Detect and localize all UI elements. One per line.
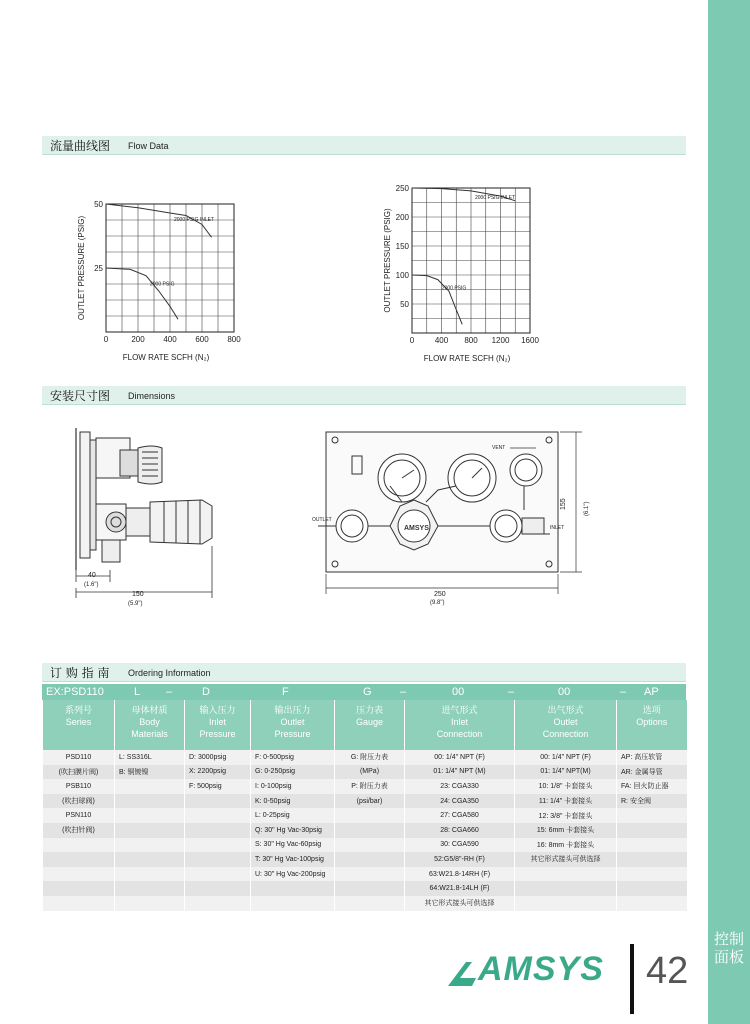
table-cell: 01: 1/4" NPT(M): [515, 765, 617, 780]
table-cell: [617, 852, 687, 867]
x-tick-label: 1600: [521, 336, 539, 345]
column-header: [617, 700, 687, 750]
ex-code-part: F: [282, 686, 289, 698]
table-cell: 30: CGA590: [405, 838, 515, 853]
table-cell: [115, 838, 185, 853]
vent-label: VENT: [492, 445, 506, 451]
series-label: 2000 PSIG INLET: [475, 194, 516, 201]
table-row: [43, 779, 687, 794]
table-cell: 28: CGA660: [405, 823, 515, 838]
x-tick-label: 200: [131, 335, 145, 344]
amsys-logo-mark: [446, 958, 480, 990]
x-tick-label: 400: [163, 335, 177, 344]
ordering-title-en: Ordering Information: [128, 668, 211, 678]
table-cell: G: 附压力表: [335, 750, 405, 765]
table-cell: 10: 1/8" 卡套接头: [515, 779, 617, 794]
y-tick-label: 100: [395, 271, 409, 280]
table-cell: [617, 881, 687, 896]
x-tick-label: 0: [409, 336, 415, 345]
table-cell: PSN110: [43, 808, 115, 823]
ordering-title-cn: 订 购 指 南: [50, 666, 110, 680]
ex-code-part: D: [202, 686, 210, 698]
table-cell: F: 500psig: [185, 779, 251, 794]
table-cell: [335, 852, 405, 867]
dim-155-label: 155: [560, 498, 567, 510]
table-cell: [185, 852, 251, 867]
ex-code-part: AP: [644, 686, 659, 698]
column-header-line: Outlet: [280, 717, 305, 727]
x-axis-label: FLOW RATE SCFH (N₂): [122, 353, 210, 362]
column-header-line: 输入压力: [199, 705, 236, 715]
table-cell: [515, 881, 617, 896]
table-row: [43, 794, 687, 809]
table-cell: (MPa): [335, 765, 405, 780]
table-cell: 16: 8mm 卡套接头: [515, 838, 617, 853]
column-header-line: Connection: [542, 729, 589, 739]
footer-divider: [630, 944, 634, 1014]
brand-logo-text: AMSYS: [478, 950, 604, 988]
front-view-drawing: [310, 426, 595, 608]
table-cell: [115, 779, 185, 794]
regulator-knob-brand: AMSYS: [404, 525, 429, 532]
table-row: [43, 765, 687, 780]
table-row: [43, 750, 687, 765]
table-cell: [617, 867, 687, 882]
column-header-line: Materials: [131, 729, 168, 739]
ex-code-part: L: [134, 686, 141, 698]
table-cell: [115, 794, 185, 809]
table-cell: F: 0-500psig: [251, 750, 335, 765]
column-header: [405, 700, 515, 750]
table-cell: [185, 867, 251, 882]
dim-150-inch-label: (5.9"): [128, 601, 143, 607]
ordering-table: [42, 684, 686, 911]
table-cell: [335, 838, 405, 853]
column-header-line: Options: [636, 717, 668, 727]
column-header-line: [617, 728, 687, 740]
y-tick-label: 200: [395, 213, 409, 222]
dim-250-label: 250: [434, 591, 446, 598]
column-header: [335, 700, 405, 750]
table-cell: [115, 808, 185, 823]
dim-150-label: 150: [132, 591, 144, 598]
table-row: [43, 823, 687, 838]
series-label: 2000 PSIG INLET: [174, 216, 215, 223]
table-cell: [185, 896, 251, 911]
dimensions-section-header: [42, 386, 686, 405]
table-cell: [43, 881, 115, 896]
table-cell: (吹扫膜片阀): [43, 765, 115, 780]
table-cell: 24: CGA350: [405, 794, 515, 809]
table-row: [43, 808, 687, 823]
x-tick-label: 400: [434, 336, 449, 345]
table-cell: U: 30" Hg Vac-200psig: [251, 867, 335, 882]
table-cell: [185, 881, 251, 896]
table-cell: FA: 回火防止器: [617, 779, 687, 794]
table-cell: [43, 896, 115, 911]
column-header-line: [43, 728, 114, 740]
column-header: [515, 700, 617, 750]
column-header-line: 选项: [642, 705, 661, 715]
table-cell: [515, 896, 617, 911]
flow-chart-low-pressure: [70, 190, 260, 370]
table-cell: B: 铜镀镍: [115, 765, 185, 780]
table-cell: L: SS316L: [115, 750, 185, 765]
table-cell: [185, 794, 251, 809]
series-label: 2000 PSIG: [150, 281, 175, 288]
table-cell: [115, 896, 185, 911]
column-header-line: Outlet: [553, 717, 578, 727]
table-cell: AP: 高压软管: [617, 750, 687, 765]
ex-code-part: –: [166, 686, 173, 698]
table-cell: S: 30" Hg Vac-60psig: [251, 838, 335, 853]
x-axis-label: FLOW RATE SCFH (N₂): [423, 354, 511, 363]
table-cell: R: 安全阀: [617, 794, 687, 809]
table-cell: 00: 1/4" NPT (F): [405, 750, 515, 765]
table-row: [43, 896, 687, 911]
x-tick-label: 600: [195, 335, 209, 344]
table-cell: [43, 838, 115, 853]
table-cell: D: 3000psig: [185, 750, 251, 765]
table-cell: 63:W21.8-14RH (F): [405, 867, 515, 882]
flow-data-section-header: [42, 136, 686, 155]
table-cell: L: 0-25psig: [251, 808, 335, 823]
page-number: 42: [646, 950, 689, 992]
column-header-line: Body: [139, 717, 160, 727]
column-header-line: 系列号: [64, 705, 92, 715]
y-axis-label: OUTLET PRESSURE (PSIG): [77, 215, 86, 321]
column-header-line: [335, 728, 404, 740]
column-header-line: 压力表: [355, 705, 383, 715]
column-header-line: 母体材质: [131, 705, 168, 715]
table-row: [43, 867, 687, 882]
table-cell: (吹扫针阀): [43, 823, 115, 838]
table-cell: [115, 852, 185, 867]
y-tick-label: 150: [395, 242, 409, 251]
x-tick-label: 1200: [491, 336, 510, 345]
column-header-line: Pressure: [199, 729, 236, 739]
table-cell: 52:G5/8"-RH (F): [405, 852, 515, 867]
column-header-line: Series: [65, 717, 92, 727]
inlet-label: INLET: [550, 525, 565, 531]
table-cell: [335, 881, 405, 896]
table-cell: Q: 30" Hg Vac-30psig: [251, 823, 335, 838]
column-header-line: Inlet: [450, 717, 468, 727]
column-header: [251, 700, 335, 750]
column-header-line: 输出压力: [274, 705, 311, 715]
ex-code-part: –: [508, 686, 515, 698]
table-cell: 其它形式接头可供选择: [515, 852, 617, 867]
table-cell: [115, 867, 185, 882]
y-tick-label: 250: [395, 184, 409, 193]
table-cell: [335, 896, 405, 911]
table-cell: [617, 823, 687, 838]
dim-250-inch-label: (9.8"): [430, 600, 445, 606]
column-header-line: 进气形式: [441, 705, 478, 715]
table-cell: [617, 896, 687, 911]
table-cell: G: 0-250psig: [251, 765, 335, 780]
column-header-line: Pressure: [274, 729, 311, 739]
table-cell: 64:W21.8-14LH (F): [405, 881, 515, 896]
column-header-line: 出气形式: [547, 705, 584, 715]
table-cell: X: 2200psig: [185, 765, 251, 780]
column-header: [115, 700, 185, 750]
flow-data-title-en: Flow Data: [128, 141, 169, 151]
table-cell: 15: 6mm 卡套接头: [515, 823, 617, 838]
series-label: 2000 PSIG: [441, 285, 467, 292]
series-line: [412, 275, 462, 324]
column-header: [185, 700, 251, 750]
table-cell: 01: 1/4" NPT (M): [405, 765, 515, 780]
ordering-section-header: [42, 663, 686, 682]
side-view-drawing: [62, 420, 232, 610]
table-cell: [185, 823, 251, 838]
table-cell: (吹扫球阀): [43, 794, 115, 809]
table-row: [43, 881, 687, 896]
ordering-spec-table: [42, 700, 687, 911]
table-cell: 00: 1/4" NPT (F): [515, 750, 617, 765]
flow-data-title-cn: 流量曲线图: [50, 139, 111, 153]
x-tick-label: 0: [103, 335, 109, 344]
series-line: [106, 268, 178, 319]
ex-code-part: 00: [452, 686, 465, 698]
table-cell: [617, 838, 687, 853]
ex-code-part: 00: [558, 686, 571, 698]
table-cell: P: 附压力表: [335, 779, 405, 794]
table-cell: [515, 867, 617, 882]
table-cell: [115, 881, 185, 896]
table-cell: [617, 808, 687, 823]
y-tick-label: 50: [94, 200, 103, 209]
table-cell: 27: CGA580: [405, 808, 515, 823]
column-header-line: Connection: [436, 729, 483, 739]
table-cell: [185, 808, 251, 823]
dim-40-inch-label: (1.6"): [84, 582, 99, 588]
table-row: [43, 852, 687, 867]
table-cell: [251, 896, 335, 911]
y-tick-label: 25: [94, 264, 103, 273]
dimensions-title-cn: 安装尺寸图: [50, 389, 111, 403]
x-tick-label: 800: [227, 335, 241, 344]
dimensions-title-en: Dimensions: [128, 391, 176, 401]
x-tick-label: 800: [464, 336, 478, 345]
table-cell: 23: CGA330: [405, 779, 515, 794]
table-cell: PSD110: [43, 750, 115, 765]
table-cell: I: 0-100psig: [251, 779, 335, 794]
y-tick-label: 50: [400, 300, 409, 309]
table-cell: [43, 867, 115, 882]
table-cell: [251, 881, 335, 896]
example-code-row: [42, 684, 686, 700]
table-cell: [335, 823, 405, 838]
table-cell: [335, 808, 405, 823]
table-cell: T: 30" Hg Vac-100psig: [251, 852, 335, 867]
table-cell: 11: 1/4" 卡套接头: [515, 794, 617, 809]
column-header-line: Gauge: [355, 717, 384, 727]
column-header-line: Inlet: [208, 717, 226, 727]
dim-155-inch-label: (6.1"): [584, 501, 590, 516]
side-category-label: 控制面板: [713, 930, 744, 966]
table-cell: [335, 867, 405, 882]
table-cell: AR: 金属导管: [617, 765, 687, 780]
column-header: [43, 700, 115, 750]
table-cell: 其它形式接头可供选择: [405, 896, 515, 911]
y-axis-label: OUTLET PRESSURE (PSIG): [383, 208, 392, 313]
side-color-band: [708, 0, 750, 1024]
table-cell: PSB110: [43, 779, 115, 794]
ex-code-part: –: [400, 686, 407, 698]
table-cell: [43, 852, 115, 867]
flow-chart-high-pressure: [368, 176, 568, 370]
outlet-label: OUTLET: [312, 517, 332, 523]
table-cell: [185, 838, 251, 853]
ex-code-part: EX:PSD110: [46, 686, 104, 698]
table-row: [43, 838, 687, 853]
dim-40-label: 40: [88, 572, 96, 579]
table-cell: K: 0-50psig: [251, 794, 335, 809]
table-cell: (psi/bar): [335, 794, 405, 809]
table-cell: 12: 3/8" 卡套接头: [515, 808, 617, 823]
ex-code-part: G: [363, 686, 372, 698]
table-cell: [115, 823, 185, 838]
ex-code-part: –: [620, 686, 627, 698]
